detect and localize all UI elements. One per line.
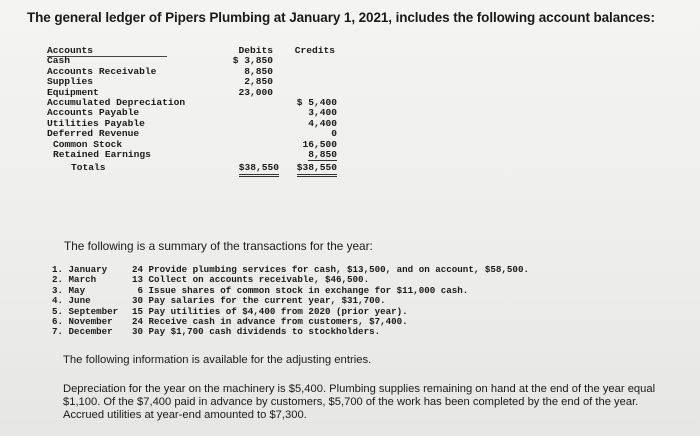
credit-value: $ 5,400: [296, 96, 337, 108]
account-name: Accounts Payable: [47, 107, 140, 119]
debit-value: 8,850: [244, 65, 273, 77]
table-row: [47, 129, 337, 139]
debit-value: $ 3,850: [232, 55, 273, 67]
account-name: Deferred Revenue: [47, 128, 140, 140]
header-debits: Debits: [238, 45, 273, 56]
transaction-date: 4. June: [52, 295, 91, 307]
totals-label: Totals: [71, 162, 106, 174]
debit-value: 2,850: [244, 76, 273, 88]
credit-value: 8,850: [308, 148, 337, 160]
credit-value: 16,500: [302, 138, 337, 150]
debit-value: 23,000: [238, 86, 273, 98]
summary-heading: The following is a summary of the transactions for the year:: [64, 239, 373, 253]
page-title: The general ledger of Pipers Plumbing at January 1, 2021, includes the following account balances:: [27, 10, 655, 25]
table-row: [47, 150, 337, 160]
account-name: Utilities Payable: [47, 117, 145, 129]
transaction-description: 30 Pay $1,700 cash dividends to stockholders.: [132, 326, 381, 338]
transaction-description: 24 Provide plumbing services for cash, $13,500, and on account, $58,500.: [132, 264, 529, 275]
credit-value: 4,400: [308, 117, 337, 129]
account-name: Accounts Receivable: [47, 65, 157, 77]
total-credit: $38,550: [297, 163, 337, 176]
totals-row: [47, 163, 337, 173]
account-balances-table: [47, 46, 337, 174]
paragraph-line: $1,100. Of the $7,400 paid in advance by customers, $5,700 of the work has been completed by the end of the year.: [63, 395, 639, 408]
transaction-date: 1. January: [52, 264, 108, 275]
transaction-date: 6. November: [52, 315, 113, 327]
transaction-description: 15 Pay utilities of $4,400 from 2020 (prior year).: [132, 305, 408, 317]
transaction-description: 24 Receive cash in advance from customers, $7,400.: [132, 315, 408, 327]
table-header: [47, 46, 337, 56]
adjusting-paragraph: [63, 383, 691, 421]
credit-value: 0: [331, 128, 337, 140]
transaction-date: 3. May: [52, 284, 86, 296]
account-name: Common Stock: [53, 138, 123, 150]
table-row: [47, 77, 337, 87]
account-name: Accumulated Depreciation: [47, 96, 186, 108]
total-debit: $38,550: [239, 163, 279, 176]
account-name: Retained Earnings: [53, 148, 151, 160]
paragraph-line: Depreciation for the year on the machinery is $5,400. Plumbing supplies remaining on hand at the end of the year equal: [63, 383, 656, 395]
adjusting-heading: The following information is available for the adjusting entries.: [63, 354, 372, 366]
credit-value: 3,400: [308, 107, 337, 119]
transaction-date: 7. December: [52, 326, 113, 338]
header-accounts: Accounts: [47, 45, 94, 56]
account-name: Supplies: [47, 76, 94, 88]
header-credits: Credits: [294, 45, 335, 56]
transaction-date: 2. March: [52, 274, 97, 286]
paragraph-line: Accrued utilities at year-end amounted to $7,300.: [63, 408, 307, 421]
account-name: Cash: [47, 55, 71, 67]
account-name: Equipment: [47, 86, 99, 98]
transaction-date: 5. September: [52, 305, 119, 317]
transaction-description: 30 Pay salaries for the current year, $31,700.: [132, 295, 386, 307]
transaction-description: 13 Collect on accounts receivable, $46,500.: [132, 274, 370, 286]
transaction-description: 6 Issue shares of common stock in exchange for $11,000 cash.: [132, 284, 469, 296]
